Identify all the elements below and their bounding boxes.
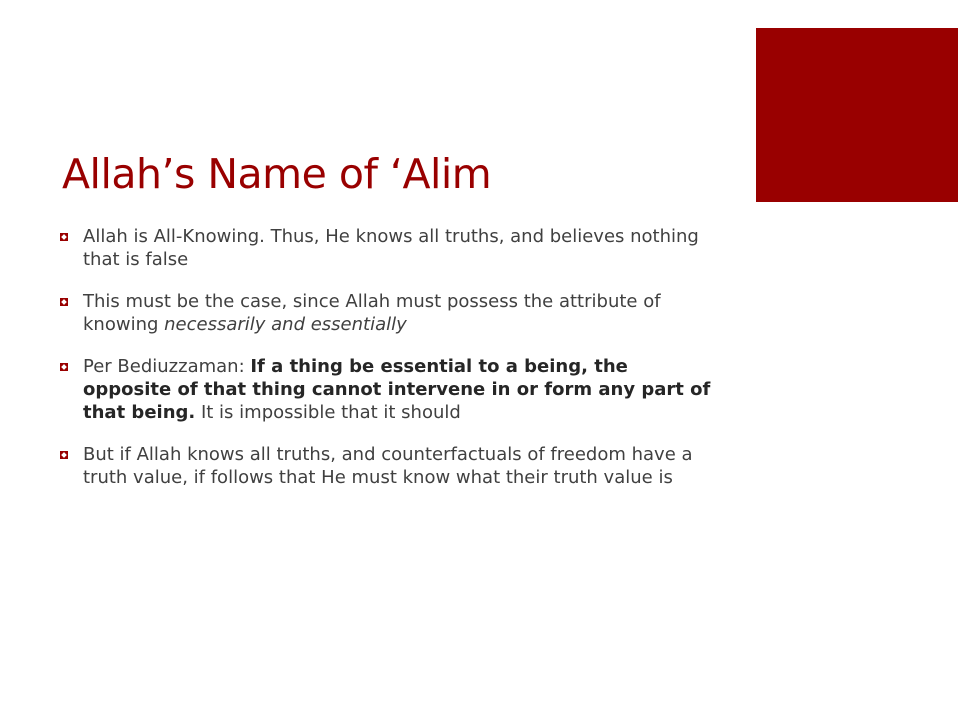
bullet-text: Per Bediuzzaman: [83, 356, 251, 377]
bullet-item-3 [58, 355, 718, 424]
slide-title: Allah’s Name of ‘Alim [62, 150, 492, 198]
bullet-item-2 [58, 290, 718, 336]
bullet-item-1 [58, 225, 718, 271]
bullet-italic-text: necessarily and essentially [164, 314, 407, 335]
accent-block [756, 28, 958, 202]
bullet-item-4 [58, 443, 718, 489]
bullet-square-icon [60, 363, 68, 371]
bullet-square-icon [60, 233, 68, 241]
bullet-bold-quote: If a thing be essential to a being, the opposite of that thing cannot intervene in or form any part of that being. [83, 356, 711, 423]
bullet-list [58, 225, 718, 508]
bullet-text: Allah is All-Knowing. Thus, He knows all truths, and believes nothing that is false [83, 226, 699, 270]
bullet-text-after: It is impossible that it should [195, 402, 461, 423]
bullet-text: But if Allah knows all truths, and counterfactuals of freedom have a truth value, if follows that He must know what their truth value is [83, 444, 693, 488]
bullet-square-icon [60, 298, 68, 306]
bullet-text: This must be the case, since Allah must possess the attribute of knowing [83, 291, 661, 335]
bullet-square-icon [60, 451, 68, 459]
